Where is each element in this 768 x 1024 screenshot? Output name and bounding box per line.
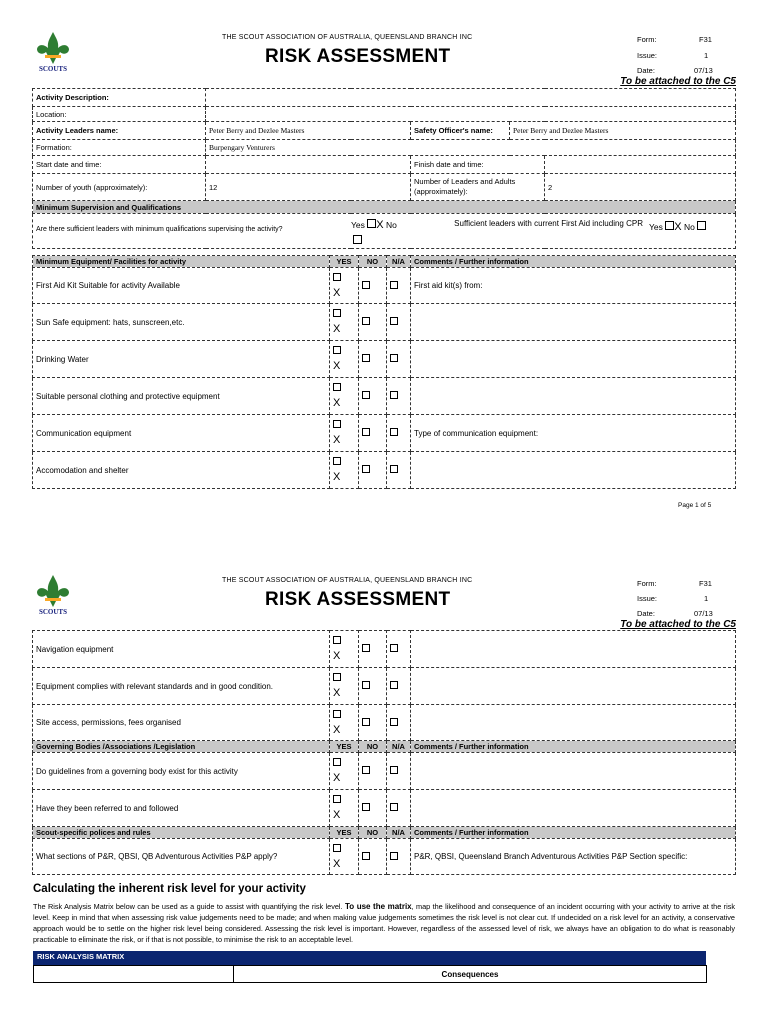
comment-field[interactable]: P&R, QBSI, Queensland Branch Adventurous Activities P&P Section specific: — [411, 839, 736, 875]
form-label: Form: — [637, 579, 657, 588]
x-mark: X — [333, 471, 341, 483]
governing-heading: Governing Bodies /Associations /Legislation — [33, 741, 330, 753]
yes-cell[interactable] — [330, 790, 359, 827]
col-na: N/A — [387, 256, 411, 268]
col-yes: YES — [330, 256, 359, 268]
supervision-answer — [351, 219, 397, 231]
org-name: THE SCOUT ASSOCIATION OF AUSTRALIA, QUEENSLAND BRANCH INC — [222, 34, 473, 41]
risk-matrix-table — [33, 965, 707, 983]
na-checkbox[interactable] — [390, 391, 398, 399]
table-row — [33, 174, 736, 201]
yes-cell[interactable] — [330, 753, 359, 790]
x-mark: X — [333, 360, 341, 372]
equipment-label: Site access, permissions, fees organised — [33, 705, 330, 741]
equipment-label: Suitable personal clothing and protective equipment — [33, 378, 330, 415]
org-name: THE SCOUT ASSOCIATION OF AUSTRALIA, QUEENSLAND BRANCH INC — [222, 577, 473, 584]
comment-field[interactable] — [411, 304, 736, 341]
consequences-header: Consequences — [234, 966, 707, 983]
no-label: No — [385, 220, 397, 230]
formation-field[interactable]: Burpengary Venturers — [206, 140, 736, 156]
leaders-adults-label: Number of Leaders and Adults (approximately): — [411, 174, 545, 201]
x-mark: X — [333, 323, 341, 335]
col-yes: YES — [330, 741, 359, 753]
col-yes: YES — [330, 827, 359, 839]
supervision-x-mark: X — [376, 219, 384, 231]
col-no: NO — [359, 827, 387, 839]
formation-label: Formation: — [33, 140, 206, 156]
form-label: Form: — [637, 35, 657, 44]
no-checkbox[interactable] — [362, 281, 370, 289]
no-label: No — [683, 222, 695, 232]
na-checkbox[interactable] — [390, 281, 398, 289]
no-cell[interactable] — [359, 753, 387, 790]
na-checkbox[interactable] — [390, 354, 398, 362]
first-aid-answer — [649, 221, 706, 233]
no-checkbox[interactable] — [362, 354, 370, 362]
na-cell[interactable] — [387, 790, 411, 827]
col-na: N/A — [387, 741, 411, 753]
x-mark: X — [333, 809, 341, 821]
yes-checkbox[interactable] — [333, 457, 341, 465]
no-checkbox[interactable] — [362, 718, 370, 726]
na-cell[interactable] — [387, 341, 411, 378]
details-table — [32, 88, 736, 249]
no-checkbox[interactable] — [362, 317, 370, 325]
no-checkbox[interactable] — [362, 428, 370, 436]
supervision-row — [33, 214, 736, 249]
yes-cell[interactable] — [330, 668, 359, 705]
calc-heading: Calculating the inherent risk level for your activity — [33, 883, 306, 895]
supervision-no-checkbox[interactable] — [353, 235, 362, 244]
matrix-corner — [34, 966, 234, 983]
date-label: Date: — [637, 609, 655, 618]
activity-description-label: Activity Description: — [33, 89, 206, 107]
supervision-question: Are there sufficient leaders with minimum qualifications supervising the activity? — [36, 226, 283, 233]
no-cell[interactable] — [359, 631, 387, 668]
comment-field[interactable] — [411, 452, 736, 489]
na-cell[interactable] — [387, 378, 411, 415]
safety-officer-field[interactable]: Peter Berry and Dezlee Masters — [510, 122, 736, 140]
no-cell[interactable] — [359, 341, 387, 378]
table-row — [33, 122, 736, 140]
yes-cell[interactable] — [330, 341, 359, 378]
na-cell[interactable] — [387, 415, 411, 452]
issue-label: Issue: — [637, 51, 658, 60]
comment-field[interactable]: First aid kit(s) from: — [411, 268, 736, 304]
no-checkbox[interactable] — [362, 803, 370, 811]
yes-cell[interactable] — [330, 268, 359, 304]
na-cell[interactable] — [387, 839, 411, 875]
location-field[interactable] — [206, 107, 736, 122]
yes-cell[interactable] — [330, 378, 359, 415]
activity-description-field[interactable] — [206, 89, 736, 107]
equipment-label: Communication equipment — [33, 415, 330, 452]
na-checkbox[interactable] — [390, 718, 398, 726]
na-checkbox[interactable] — [390, 852, 398, 860]
table-row — [33, 839, 736, 875]
issue-value: 1 — [704, 594, 709, 603]
page2-table — [32, 630, 736, 875]
table-row — [33, 415, 736, 452]
table-row — [33, 201, 736, 214]
yes-cell[interactable] — [330, 839, 359, 875]
x-mark: X — [333, 772, 341, 784]
comment-field[interactable] — [411, 668, 736, 705]
yes-checkbox[interactable] — [333, 309, 341, 317]
equipment-heading: Minimum Equipment/ Facilities for activity — [33, 256, 330, 268]
na-cell[interactable] — [387, 753, 411, 790]
table-row — [34, 966, 707, 983]
supervision-yes-checkbox[interactable] — [367, 219, 376, 228]
activity-leaders-label: Activity Leaders name: — [33, 122, 206, 140]
na-checkbox[interactable] — [390, 803, 398, 811]
comment-field[interactable] — [411, 753, 736, 790]
na-cell[interactable] — [387, 304, 411, 341]
col-comments: Comments / Further information — [411, 741, 736, 753]
yes-checkbox[interactable] — [333, 636, 341, 644]
no-checkbox[interactable] — [362, 644, 370, 652]
yes-cell[interactable] — [330, 631, 359, 668]
no-checkbox[interactable] — [362, 465, 370, 473]
equipment-label: Accomodation and shelter — [33, 452, 330, 489]
na-cell[interactable] — [387, 668, 411, 705]
yes-cell[interactable] — [330, 705, 359, 741]
no-cell[interactable] — [359, 839, 387, 875]
finish-field[interactable] — [545, 156, 736, 174]
yes-cell[interactable] — [330, 452, 359, 489]
yes-checkbox[interactable] — [333, 710, 341, 718]
no-cell[interactable] — [359, 452, 387, 489]
finish-label: Finish date and time: — [411, 156, 545, 174]
equipment-label: Equipment complies with relevant standards and in good condition. — [33, 668, 330, 705]
no-checkbox[interactable] — [362, 681, 370, 689]
svg-text:SCOUTS: SCOUTS — [38, 608, 68, 615]
table-row — [33, 753, 736, 790]
x-mark: X — [333, 434, 341, 446]
table-row — [33, 268, 736, 304]
no-checkbox[interactable] — [362, 852, 370, 860]
comment-field[interactable]: Type of communication equipment: — [411, 415, 736, 452]
svg-text:SCOUTS: SCOUTS — [38, 65, 68, 72]
table-row — [33, 668, 736, 705]
start-field[interactable] — [206, 156, 411, 174]
x-mark: X — [333, 723, 341, 736]
col-no: NO — [359, 256, 387, 268]
date-value: 07/13 — [694, 66, 713, 75]
first-aid-x-mark: X — [674, 221, 682, 233]
para-rest: , map the likelihood and consequence of an incident occurring with your activity to arrive at the risk level. Keep in mind that when assessing risk value judgements need to be made; and when making value judgements sometimes the risk level is not clear cut. If undecided on a risk level for an activity, a conservative approach would be to settle on the higher risk level being considered. Assessing the risk level is important. However, regardless of the assessed level of risk, we always have an obligation to do what is reasonably practicable to eliminate the risk, or if that is not possible, to minimise the risk to an acceptable level. — [33, 902, 735, 944]
risk-matrix-title: RISK ANALYSIS MATRIX — [33, 951, 706, 965]
scout-label: What sections of P&R, QBSI, QB Adventurous Activities P&P apply? — [33, 839, 330, 875]
leaders-adults-field[interactable]: 2 — [545, 174, 736, 201]
start-label: Start date and time: — [33, 156, 206, 174]
supervision-heading: Minimum Supervision and Qualifications — [33, 201, 736, 214]
yes-label: Yes — [649, 222, 663, 232]
x-mark: X — [333, 687, 341, 699]
governing-label: Do guidelines from a governing body exist for this activity — [33, 753, 330, 790]
na-checkbox[interactable] — [390, 681, 398, 689]
attach-note: To be attached to the C5 — [620, 76, 736, 87]
table-row — [33, 452, 736, 489]
no-cell[interactable] — [359, 668, 387, 705]
page-title: RISK ASSESSMENT — [265, 589, 451, 610]
yes-checkbox[interactable] — [333, 273, 341, 281]
na-checkbox[interactable] — [390, 644, 398, 652]
equipment-label: Navigation equipment — [33, 631, 330, 668]
table-row — [33, 214, 736, 249]
equipment-label: First Aid Kit Suitable for activity Available — [33, 268, 330, 304]
safety-officer-label: Safety Officer's name: — [411, 122, 510, 140]
x-mark: X — [333, 650, 341, 662]
na-cell[interactable] — [387, 452, 411, 489]
youth-field[interactable]: 12 — [206, 174, 411, 201]
scout-heading: Scout-specific polices and rules — [33, 827, 330, 839]
table-row — [33, 256, 736, 268]
form-value: F31 — [699, 579, 712, 588]
table-row — [33, 705, 736, 741]
para-start: The Risk Analysis Matrix below can be used as a guide to assist with quantifying the risk level. — [33, 902, 343, 911]
activity-leaders-field[interactable]: Peter Berry and Dezlee Masters — [206, 122, 411, 140]
page-number: Page 1 of 5 — [678, 502, 712, 509]
first-aid-question: Sufficient leaders with current First Aid including CPR — [454, 219, 643, 228]
yes-checkbox[interactable] — [333, 758, 341, 766]
yes-cell[interactable] — [330, 415, 359, 452]
scouts-logo — [33, 30, 73, 72]
col-no: NO — [359, 741, 387, 753]
no-cell[interactable] — [359, 415, 387, 452]
na-checkbox[interactable] — [390, 465, 398, 473]
na-cell[interactable] — [387, 268, 411, 304]
comment-field[interactable] — [411, 378, 736, 415]
no-cell[interactable] — [359, 790, 387, 827]
table-row — [33, 827, 736, 839]
no-cell[interactable] — [359, 268, 387, 304]
x-mark: X — [333, 286, 341, 299]
first-aid-yes-checkbox[interactable] — [665, 221, 674, 230]
na-checkbox[interactable] — [390, 428, 398, 436]
table-row — [33, 304, 736, 341]
form-value: F31 — [699, 35, 712, 44]
yes-checkbox[interactable] — [333, 795, 341, 803]
no-checkbox[interactable] — [362, 766, 370, 774]
table-row — [33, 378, 736, 415]
equipment-label: Sun Safe equipment: hats, sunscreen,etc. — [33, 304, 330, 341]
yes-label: Yes — [351, 220, 365, 230]
x-mark: X — [333, 857, 341, 870]
para-bold: To use the matrix — [344, 902, 412, 911]
table-row — [33, 107, 736, 122]
comment-field[interactable] — [411, 705, 736, 741]
no-checkbox[interactable] — [362, 391, 370, 399]
yes-checkbox[interactable] — [333, 673, 341, 681]
table-row — [33, 741, 736, 753]
na-cell[interactable] — [387, 705, 411, 741]
yes-checkbox[interactable] — [333, 844, 341, 852]
yes-checkbox[interactable] — [333, 383, 341, 391]
table-row — [33, 341, 736, 378]
date-value: 07/13 — [694, 609, 713, 618]
first-aid-no-checkbox[interactable] — [697, 221, 706, 230]
na-checkbox[interactable] — [390, 317, 398, 325]
yes-checkbox[interactable] — [333, 420, 341, 428]
na-checkbox[interactable] — [390, 766, 398, 774]
table-row — [33, 156, 736, 174]
scouts-logo — [33, 573, 73, 615]
table-row — [33, 631, 736, 668]
yes-cell[interactable] — [330, 304, 359, 341]
no-cell[interactable] — [359, 304, 387, 341]
table-row — [33, 790, 736, 827]
x-mark: X — [333, 397, 341, 409]
col-na: N/A — [387, 827, 411, 839]
page-title: RISK ASSESSMENT — [265, 46, 451, 67]
governing-label: Have they been referred to and followed — [33, 790, 330, 827]
equipment-table — [32, 255, 736, 489]
location-label: Location: — [33, 107, 206, 122]
col-comments: Comments / Further information — [411, 256, 736, 268]
no-cell[interactable] — [359, 705, 387, 741]
equipment-label: Drinking Water — [33, 341, 330, 378]
youth-label: Number of youth (approximately): — [33, 174, 206, 201]
no-cell[interactable] — [359, 378, 387, 415]
col-comments: Comments / Further information — [411, 827, 736, 839]
date-label: Date: — [637, 66, 655, 75]
table-row — [33, 140, 736, 156]
yes-checkbox[interactable] — [333, 346, 341, 354]
issue-value: 1 — [704, 51, 709, 60]
issue-label: Issue: — [637, 594, 658, 603]
comment-field[interactable] — [411, 631, 736, 668]
calc-paragraph — [33, 901, 735, 945]
attach-note: To be attached to the C5 — [620, 619, 736, 630]
comment-field[interactable] — [411, 341, 736, 378]
na-cell[interactable] — [387, 631, 411, 668]
comment-field[interactable] — [411, 790, 736, 827]
table-row — [33, 89, 736, 107]
